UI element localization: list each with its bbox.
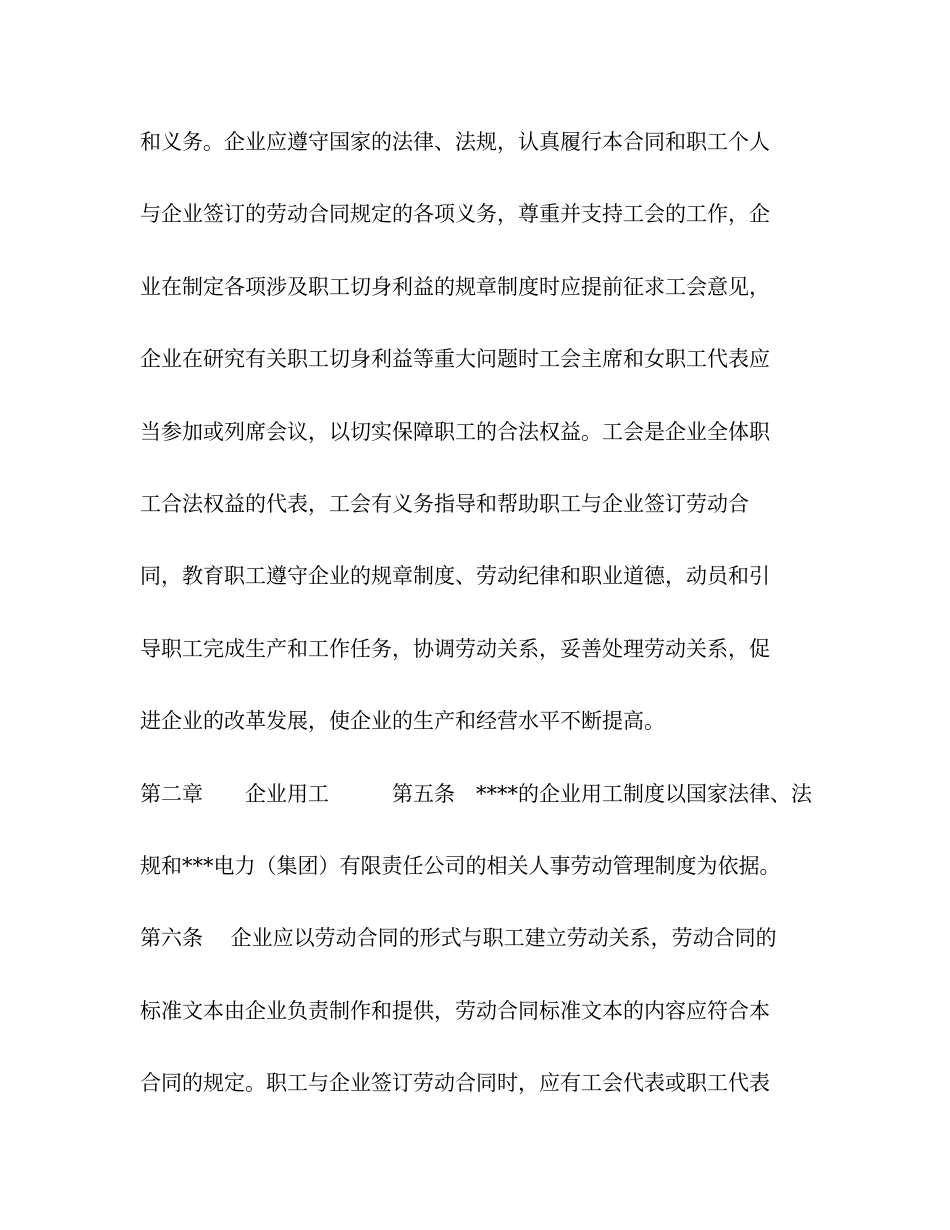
text-line: 进企业的改革发展，使企业的生产和经营水平不断提高。 (140, 709, 665, 734)
text-line: 业在制定各项涉及职工切身利益的规章制度时应提前征求工会意见， (140, 274, 770, 299)
text-line: 工合法权益的代表，工会有义务指导和帮助职工与企业签订劳动合 (140, 491, 749, 516)
article-line: 第六条 企业应以劳动合同的形式与职工建立劳动关系，劳动合同的 (140, 926, 777, 951)
text-line: 导职工完成生产和工作任务，协调劳动关系，妥善处理劳动关系，促 (140, 636, 770, 661)
text-line: 当参加或列席会议，以切实保障职工的合法权益。工会是企业全体职 (140, 419, 770, 444)
text-line: 与企业签订的劳动合同规定的各项义务，尊重并支持工会的工作，企 (140, 202, 770, 227)
text-line: 合同的规定。职工与企业签订劳动合同时，应有工会代表或职工代表 (140, 1071, 770, 1096)
chapter-heading-line: 第二章 企业用工 第五条 ****的企业用工制度以国家法律、法 (140, 781, 812, 806)
text-line: 规和***电力（集团）有限责任公司的相关人事劳动管理制度为依据。 (140, 853, 781, 878)
text-line: 标准文本由企业负责制作和提供，劳动合同标准文本的内容应符合本 (140, 998, 770, 1023)
body-text (140, 124, 820, 1137)
text-line: 企业在研究有关职工切身利益等重大问题时工会主席和女职工代表应 (140, 347, 770, 372)
text-line: 和义务。企业应遵守国家的法律、法规，认真履行本合同和职工个人 (140, 130, 770, 154)
text-line: 同，教育职工遵守企业的规章制度、劳动纪律和职业道德，动员和引 (140, 564, 770, 589)
